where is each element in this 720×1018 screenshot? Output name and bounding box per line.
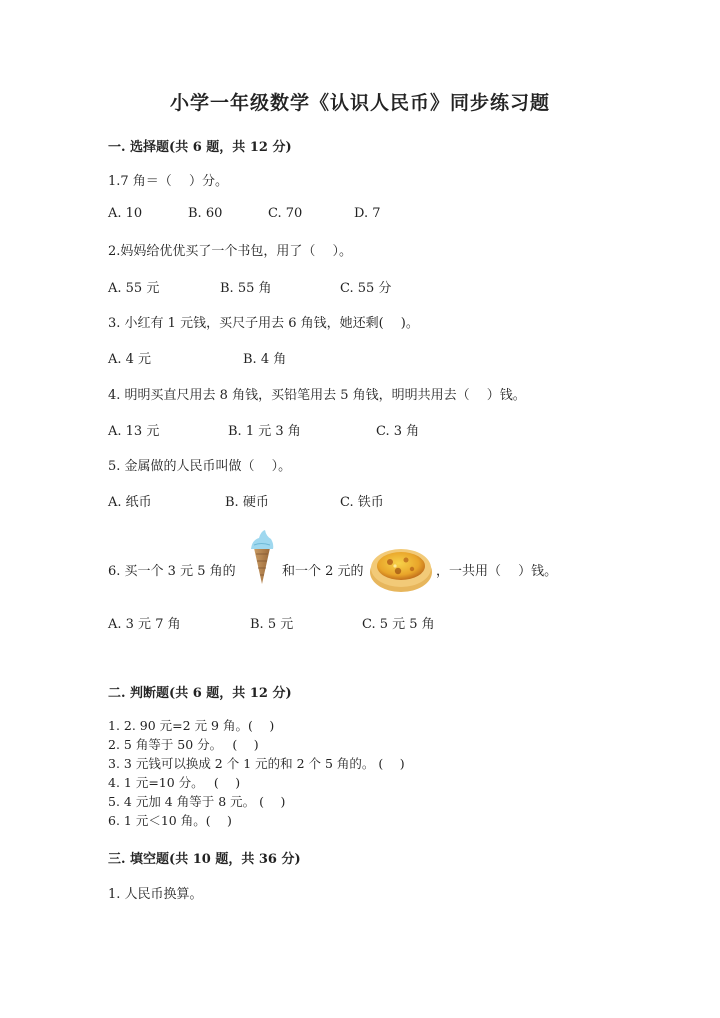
page-title: 小学一年级数学《认识人民币》同步练习题 bbox=[169, 92, 550, 114]
judgment-item-1: 1. 2. 90 元=2 元 9 角。( ) bbox=[108, 718, 275, 733]
q3-option-a: A. 4 元 bbox=[108, 352, 152, 367]
egg-tart-icon bbox=[368, 538, 434, 594]
q2-option-a: A. 55 元 bbox=[108, 281, 160, 296]
q4-option-c: C. 3 角 bbox=[376, 424, 420, 439]
q6-option-b: B. 5 元 bbox=[250, 617, 294, 632]
q6-option-c: C. 5 元 5 角 bbox=[362, 617, 435, 632]
q1-option-a: A. 10 bbox=[108, 206, 143, 221]
question-1: 1.7 角＝（ ）分。 bbox=[108, 174, 228, 189]
judgment-item-3: 3. 3 元钱可以换成 2 个 1 元的和 2 个 5 角的。 ( ) bbox=[108, 756, 405, 771]
judgment-item-2: 2. 5 角等于 50 分。 ( ) bbox=[108, 737, 259, 752]
judgment-item-5: 5. 4 元加 4 角等于 8 元。 ( ) bbox=[108, 794, 286, 809]
fill-item-1: 1. 人民币换算。 bbox=[108, 887, 203, 902]
q2-option-b: B. 55 角 bbox=[220, 281, 272, 296]
q3-option-b: B. 4 角 bbox=[243, 352, 287, 367]
judgment-item-4: 4. 1 元=10 分。 ( ) bbox=[108, 775, 241, 790]
q2-option-c: C. 55 分 bbox=[340, 281, 392, 296]
q5-option-c: C. 铁币 bbox=[340, 495, 384, 510]
section-heading-choice: 一. 选择题(共 6 题，共 12 分) bbox=[108, 140, 292, 155]
question-5: 5. 金属做的人民币叫做（ ）。 bbox=[108, 459, 292, 474]
section-heading-judgment: 二. 判断题(共 6 题，共 12 分) bbox=[108, 686, 292, 701]
q1-option-c: C. 70 bbox=[268, 206, 303, 221]
judgment-item-6: 6. 1 元＜10 角。( ) bbox=[108, 813, 232, 828]
q6-option-a: A. 3 元 7 角 bbox=[108, 617, 181, 632]
q5-option-a: A. 纸币 bbox=[108, 495, 152, 510]
q4-option-a: A. 13 元 bbox=[108, 424, 160, 439]
question-6-part-1: 6. 买一个 3 元 5 角的 bbox=[108, 564, 236, 579]
q4-option-b: B. 1 元 3 角 bbox=[228, 424, 301, 439]
question-6-part-3: ，一共用（ ）钱。 bbox=[436, 564, 558, 579]
ice-cream-icon bbox=[245, 528, 279, 586]
question-6-part-2: 和一个 2 元的 bbox=[282, 564, 364, 579]
q1-option-d: D. 7 bbox=[354, 206, 381, 221]
question-4: 4. 明明买直尺用去 8 角钱，买铅笔用去 5 角钱，明明共用去（ ）钱。 bbox=[108, 388, 526, 403]
question-3: 3. 小红有 1 元钱，买尺子用去 6 角钱，她还剩( )。 bbox=[108, 316, 419, 331]
section-heading-fill-in: 三. 填空题(共 10 题，共 36 分) bbox=[108, 852, 301, 867]
q1-option-b: B. 60 bbox=[188, 206, 223, 221]
q5-option-b: B. 硬币 bbox=[225, 495, 269, 510]
question-2: 2.妈妈给优优买了一个书包，用了（ ）。 bbox=[108, 244, 353, 259]
